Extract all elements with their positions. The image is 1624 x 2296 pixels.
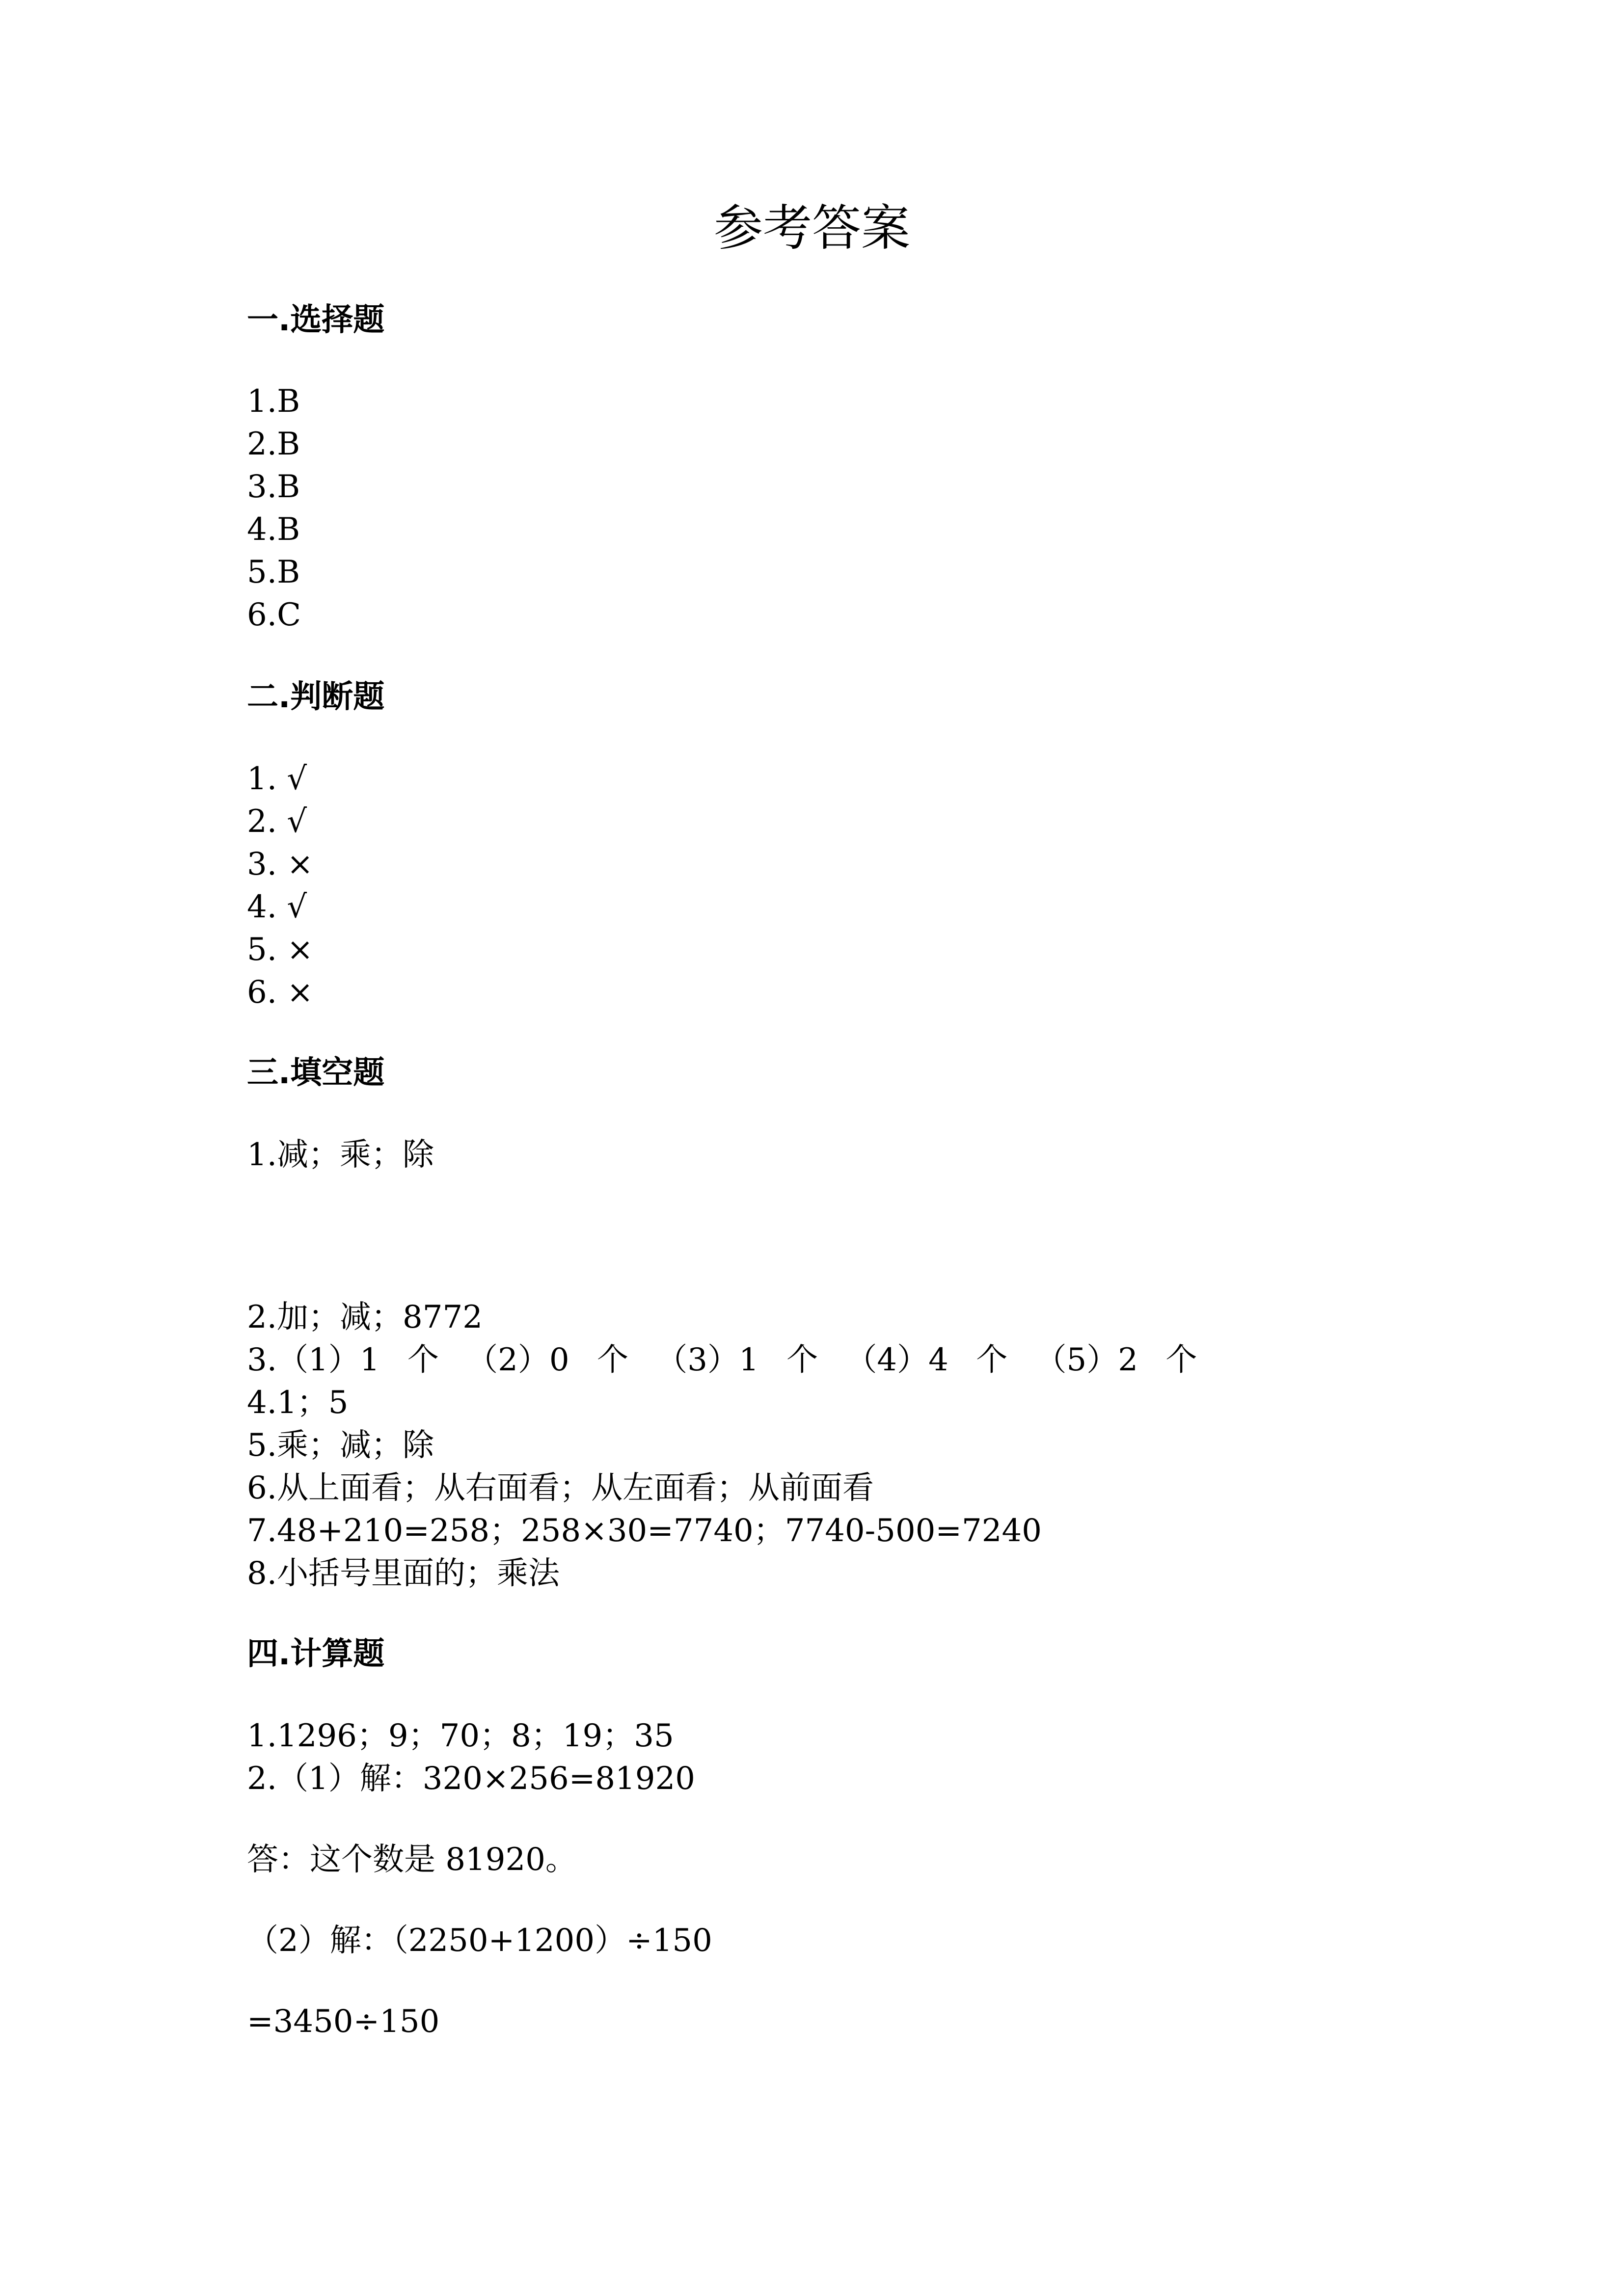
section-heading-calculation: 四.计算题 [247, 1636, 385, 1672]
section-heading-choice: 一.选择题 [247, 302, 385, 338]
answer-line: 1. √ [247, 761, 307, 797]
answer-line: 2.（1）解：320×256=81920 [247, 1761, 695, 1797]
answer-line: 6.从上面看；从右面看；从左面看；从前面看 [247, 1470, 874, 1506]
answer-line: 4.1；5 [247, 1385, 349, 1421]
answer-line: 6.C [247, 597, 301, 633]
answer-line: 3. × [247, 846, 314, 882]
answer-line: 2.B [247, 426, 300, 462]
answer-line: 3.B [247, 469, 300, 505]
answer-line: =3450÷150 [247, 2003, 440, 2040]
answer-line: 1.B [247, 383, 300, 420]
answer-line: 3.（1）1 个 （2）0 个 （3）1 个 （4）4 个 （5）2 个 [247, 1342, 1197, 1378]
answer-line: 4. √ [247, 889, 307, 925]
answer-line: 1.1296；9；70；8；19；35 [247, 1718, 674, 1754]
answer-line: 5. × [247, 932, 314, 968]
answer-line: 2. √ [247, 803, 307, 840]
section-heading-judgement: 二.判断题 [247, 679, 385, 715]
answer-line: 6. × [247, 974, 314, 1011]
answer-line: 7.48+210=258；258×30=7740；7740-500=7240 [247, 1513, 1042, 1549]
answer-line: 5.乘；减；除 [247, 1427, 434, 1464]
page-title: 参考答案 [714, 199, 910, 257]
answer-line: 5.B [247, 554, 300, 590]
answer-line: 答：这个数是 81920。 [247, 1842, 577, 1878]
section-heading-fill-blank: 三.填空题 [247, 1055, 385, 1091]
answer-line: 2.加；减；8772 [247, 1299, 483, 1335]
answer-line: 8.小括号里面的；乘法 [247, 1555, 560, 1592]
answer-line: 4.B [247, 511, 300, 548]
answer-line: 1.减；乘；除 [247, 1137, 434, 1173]
answer-line: （2）解：（2250+1200）÷150 [247, 1922, 712, 1959]
